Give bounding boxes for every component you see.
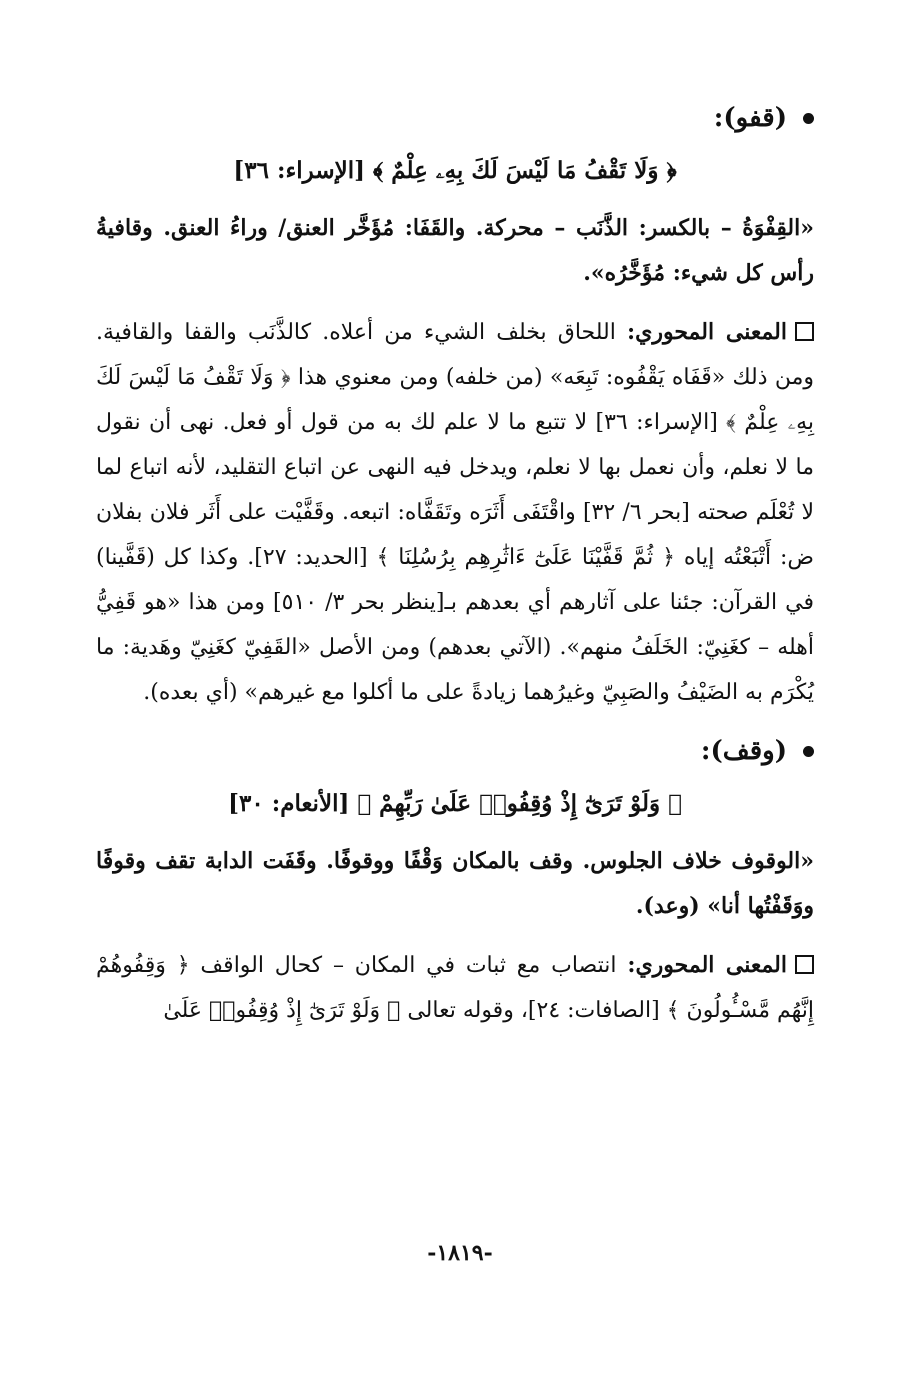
core-meaning-text: انتصاب مع ثبات في المكان – كحال الواقف ﴿ وَقِفُوهُمْ إِنَّهُم مَّسْـُٔولُونَ ﴾ [الصافات: ٢٤]، وقوله تعالى ﴿ وَلَوْ تَرَىٰٓ إِذْ وُقِفُوا۟ عَلَىٰ xyxy=(96,953,814,1023)
core-meaning-label: المعنى المحوري: xyxy=(627,952,787,978)
page-number: -١٨١٩- xyxy=(427,1240,493,1266)
page-body xyxy=(96,96,814,1033)
bullet-icon xyxy=(803,746,814,757)
square-icon xyxy=(795,322,814,341)
square-icon xyxy=(795,955,814,974)
entry-heading-wqf xyxy=(96,729,814,773)
lexical-definition: «القِفْوَةُ – بالكسر: الذَّنَب – محركة. والقَفَا: مُؤَخَّر العنق/ وراءُ العنق. وقافيةُ رأس كل شيء: مُؤَخَّرُه». xyxy=(96,215,814,286)
core-meaning-paragraph xyxy=(96,943,814,1033)
bullet-icon xyxy=(803,113,814,124)
quran-verse: ﴿ وَلَوْ تَرَىٰٓ إِذْ وُقِفُوا۟ عَلَىٰ رَبِّهِمْ ﴾ [الأنعام: ٣٠] xyxy=(228,790,682,817)
core-meaning-label: المعنى المحوري: xyxy=(626,319,787,345)
entry-root-label: (وقف): xyxy=(700,736,787,766)
core-meaning-paragraph xyxy=(96,310,814,715)
entry-root-label: (قفو): xyxy=(713,103,787,133)
lexical-definition: «الوقوف خلاف الجلوس. وقف بالمكان وَقْفًا ووقوفًا. وقَفَت الدابة تقف وقوفًا ووَقَفْتُها أنا» (وعد). xyxy=(96,848,814,919)
core-meaning-text: اللحاق بخلف الشيء من أعلاه. كالذَّنَب والقفا والقافية. ومن ذلك «قَفَاه يَقْفُوه: تَبِعَه» (من خلفه) ومن معنوي هذا ﴿ وَلَا تَقْفُ مَا لَيْسَ لَكَ بِهِۦ عِلْمٌ ﴾ [الإسراء: ٣٦] لا تتبع ما لا علم لك به من قول أو فعل. نهى أن نقول ما لا نعلم، وأن نعمل بها لا نعلم، ويدخل فيه النهى عن اتباع التقليد، لأنه اتباع لما لا تُعْلَم صحته [بحر ٦/ ٣٢] واقْتَفَى أَثَرَه وتَقَفَّاه: اتبعه. وقَفَّيْت على أَثَر فلان بفلان ض: أَتْبَعْتُه إياه ﴿ ثُمَّ قَفَّيْنَا عَلَىٰٓ ءَاثَٰرِهِم بِرُسُلِنَا ﴾ [الحديد: ٢٧]. وكذا كل (قَفَّينا) في القرآن: جئنا على آثارهم أي بعدهم بـ[ينظر بحر ٣/ ٥١٠] ومن هذا «هو قَفِيُّ أهله – كغَنِيّ: الخَلَفُ منهم». (الآتي بعدهم) ومن الأصل «القَفِيّ كغَنِيّ وهَدية: ما يُكْرَم به الضَيْفُ والصَبِيّ وغيرُهما زيادةً على ما أكلوا مع غيرهم» (أي بعده). xyxy=(96,320,815,705)
entry-heading-qfw xyxy=(96,96,814,140)
quran-verse: ﴿ وَلَا تَقْفُ مَا لَيْسَ لَكَ بِهِۦ عِلْمٌ ﴾ [الإسراء: ٣٦] xyxy=(233,157,677,184)
